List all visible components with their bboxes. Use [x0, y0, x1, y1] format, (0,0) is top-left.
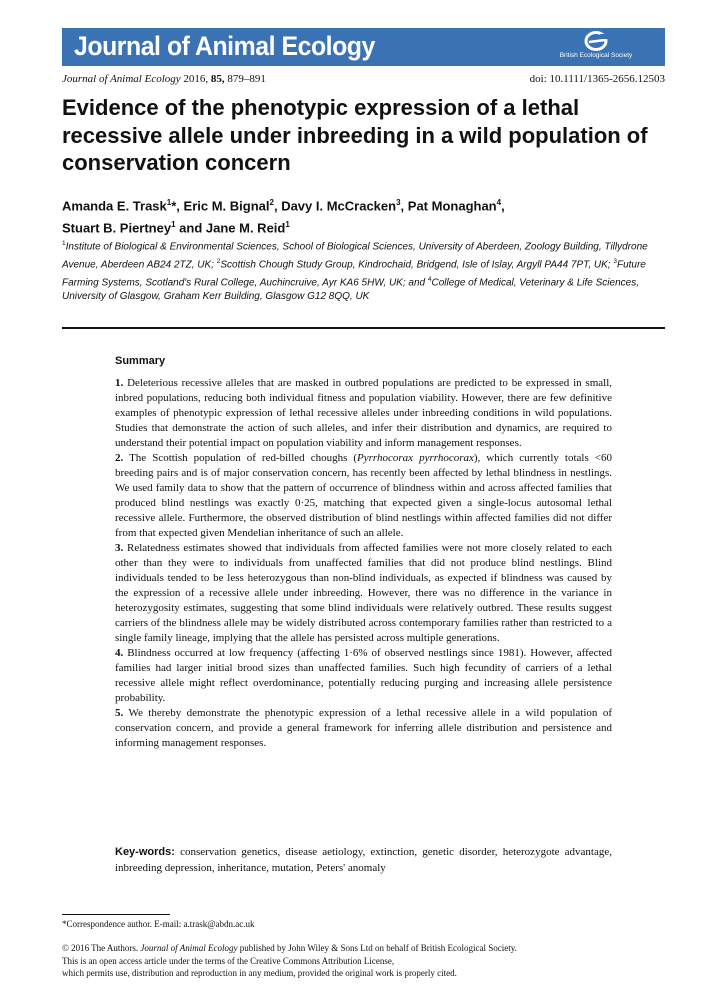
journal-banner [62, 28, 665, 66]
paragraph-text: The Scottish population of red-billed choughs ( [129, 452, 358, 464]
citation-journal: Journal of Animal Ecology [62, 73, 181, 85]
paragraph-text: Deleterious recessive alleles that are masked in outbred populations are predicted to be expressed in small, inbred populations, reducing both individual fitness and population viability. However, there are few definitive examples of phenotypic expression of lethal recessive alleles under inbreeding conditions in wild populations. Studies that demonstrate the action of such alleles, and infer their distribution and dynamics, are required to understand their potential impact on population viability and inform management responses. [115, 377, 613, 449]
copyright-notice [62, 942, 665, 980]
copyright-text: published by John Wiley & Sons Ltd on behalf of British Ecological Society. [237, 943, 517, 953]
affil-text: Scottish Chough Study Group, Kindrochaid, Bridgend, Isle of Islay, Argyll PA44 7PT, UK; [220, 259, 614, 271]
copyright-journal: Journal of Animal Ecology [140, 943, 238, 953]
header-divider [62, 327, 665, 329]
author-list [62, 193, 662, 238]
author-affil-sup: 1 [285, 220, 290, 230]
species-name: Pyrrhocorax pyrrhocorax [357, 452, 474, 464]
keywords [115, 844, 612, 876]
citation-pages: 879–891 [227, 73, 266, 85]
citation-volume: 85, [210, 73, 225, 85]
copyright-text: © 2016 The Authors. [62, 943, 141, 953]
society-logo [541, 31, 651, 63]
summary-paragraph [115, 376, 612, 451]
paragraph-text: We thereby demonstrate the phenotypic expression of a lethal recessive allele in a wild population of conservation concern, and provide a general framework for inferring allele distribution and persistence and informing management responses. [115, 707, 612, 749]
summary-paragraph [115, 541, 612, 646]
article-title: Evidence of the phenotypic expression of a lethal recessive allele under inbreeding in a wild population of conservation concern [62, 95, 648, 175]
author-separator: *, [171, 198, 184, 214]
paragraph-number: 2. [115, 452, 124, 464]
summary-paragraph [115, 451, 612, 541]
footnote-divider [62, 914, 170, 915]
affil-text: Institute of Biological & Environmental Sciences, School of Biological Sciences, University of Aberdeen, Zoology Building, Tillydrone Avenue, Aberdeen AB24 2TZ, UK; [62, 241, 648, 271]
keywords-label: Key-words: [115, 846, 175, 858]
author-affil-sup: 1 [166, 198, 172, 207]
summary-body [115, 376, 612, 751]
author-name: Stuart B. Piertney [62, 220, 172, 236]
paragraph-text: Blindness occurred at low frequency (affecting 1·6% of observed nestlings since 1981). However, affected families had larger initial brood sizes than unaffected families. Such high fecundity of carriers of a lethal recessive allele might reflect overdominance, potentially reducing purging and increasing allele persistence probability. [115, 647, 612, 704]
author-separator: , [501, 198, 505, 214]
summary-heading: Summary [115, 355, 166, 367]
author-separator: , [273, 198, 282, 214]
affiliations [62, 237, 662, 305]
author-separator: , [400, 198, 408, 214]
affil-text: Future Farming Systems, Scotland's Rural College, Auchincruive, Ayr KA6 5HW, UK; and [62, 259, 646, 288]
paragraph-number: 3. [115, 542, 124, 554]
correspondence-note: *Correspondence author. E-mail: a.trask@abdn.ac.uk [62, 919, 255, 929]
affil-sup: 3 [613, 257, 617, 265]
keywords-text: conservation genetics, disease aetiology, extinction, genetic disorder, heterozygote advantage, inbreeding depression, inheritance, mutation, Peters' anomaly [115, 846, 612, 874]
author-separator: and [175, 220, 206, 236]
paragraph-number: 5. [115, 707, 124, 719]
summary-paragraph [115, 646, 612, 706]
doi[interactable]: doi: 10.1111/1365-2656.12503 [529, 73, 665, 85]
author-name: Eric M. Bignal [183, 198, 270, 214]
author-affil-sup: 1 [171, 220, 176, 230]
license-text: which permits use, distribution and reproduction in any medium, provided the original work is properly cited. [62, 968, 457, 978]
summary-paragraph [115, 706, 612, 751]
affil-sup: 2 [216, 257, 221, 265]
citation-year: 2016, [183, 73, 209, 85]
paragraph-number: 4. [115, 647, 124, 659]
author-name: Davy I. McCracken [281, 198, 397, 214]
paragraph-number: 1. [115, 377, 124, 389]
citation-line [62, 73, 266, 85]
author-affil-sup: 3 [396, 198, 401, 207]
society-name: British Ecological Society [559, 52, 633, 59]
author-name: Pat Monaghan [407, 198, 497, 214]
author-name: Amanda E. Trask [62, 198, 167, 214]
affil-sup: 4 [427, 275, 432, 283]
affil-sup: 1 [62, 240, 66, 247]
society-logo-icon [581, 31, 611, 51]
paragraph-text: Relatedness estimates showed that individuals from affected families were not more closely related to each other than they were to individuals from unaffected families that did not produce blind nestlings. Blind individuals tended to be less heterozygous than non-blind individuals, as expected if blindness was caused by the expression of a recessive allele under inbreeding. However, there was no difference in the variance in heterozygosity estimates, suggesting that some blind individuals were relatively outbred. These results suggest carriers of the blindness allele may be widely distributed across contemporary families rather than restricted to a single family lineage, implying that the allele has persisted across multiple generations. [115, 542, 612, 644]
license-text: This is an open access article under the terms of the Creative Commons Attribution License, [62, 955, 395, 966]
affil-text: College of Medical, Veterinary & Life Sciences, University of Glasgow, Graham Kerr Building, Glasgow G12 8QQ, UK [62, 276, 639, 303]
author-affil-sup: 4 [496, 198, 502, 207]
author-affil-sup: 2 [269, 198, 274, 207]
paragraph-text: ), which currently totals <60 breeding pairs and is of major conservation concern, has recently been affected by lethal blindness in nestlings. We used family data to show that the pattern of occurrence of blindness within and across affected families that produced blind nestlings was exactly 0·25, matching that expected given a single-locus autosomal lethal recessive allele. Furthermore, the observed distribution of blind nestlings within affected families did not differ from that expected given Mendelian inheritance of such an allele. [115, 452, 612, 539]
author-name: Jane M. Reid [205, 220, 286, 236]
journal-title: Journal of Animal Ecology [74, 31, 375, 61]
